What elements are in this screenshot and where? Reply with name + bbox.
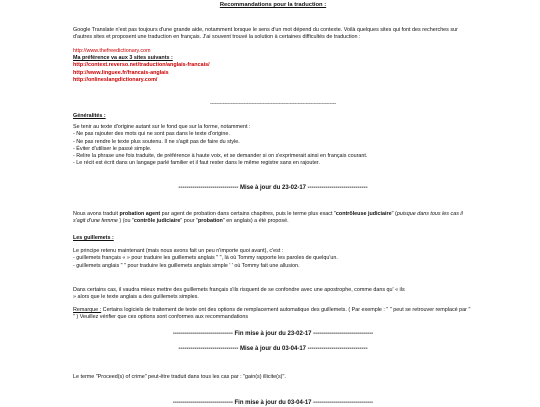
- link-reverso[interactable]: http://context.reverso.net/traduction/anglais-francais/: [73, 62, 210, 69]
- intro-link-list: [73, 48, 473, 84]
- update-header-23-02-17: ------------------------------ Mise à jour du 23-02-17 ------------------------------: [178, 185, 368, 191]
- term-probation: probation: [197, 218, 223, 225]
- probation-text: par agent de probation dans certains chapitres, puis le terme plus exact ": [160, 211, 336, 217]
- guillemets-paragraph-2: [73, 287, 473, 301]
- page-heading: Recommandations pour la traduction :: [219, 2, 327, 8]
- term-probation-agent: probation agent: [119, 211, 161, 217]
- separator-1: -------------------------------------------------------------------------------: [209, 101, 336, 107]
- guillemets-p2a: Dans certains cas, il vaudra mieux mettre des guillemets français s'ils risquent de se confondre avec une apostrophe, comme dans qu' « ils: [73, 287, 405, 293]
- end-update-23-02-17: ------------------------------ Fin mise à jour du 23-02-17 ------------------------------: [172, 331, 374, 337]
- remarque-label: Remarque :: [73, 307, 102, 313]
- intro-paragraph: Google Translate n'est pas toujours d'une grande aide, notamment lorsque le sens d'un mot dépend du contexte. Voilà quelques sites qui font des recherches sur d'autres sites et proposent une traduction en français. J'ai souvent trouvé la solution à certaines difficultés de traduction :: [73, 27, 458, 41]
- link-linguee[interactable]: http://www.linguee.fr/francais-anglais: [73, 69, 169, 76]
- remarque-text: Certains logiciels de traitement de texte ont des options de remplacement automatique des guillemets. ( Par exemple : " " peut se retrouver remplacé par " " ) Veuillez vérifier que ces options sont conformes aux recommandations: [73, 307, 471, 321]
- generalites-line: - Éviter d'utiliser le passé simple.: [73, 145, 152, 152]
- probation-italic: puisque dans tous les cas il s'agit d'une femme: [73, 211, 463, 225]
- term-controleuse: contrôleuse judiciaire: [335, 211, 392, 217]
- generalites-line: - Le récit est écrit dans un langage parlé familier et il faut rester dans le même registre sans en rajouter.: [73, 160, 320, 167]
- probation-text: " en anglais) a été proposé.: [222, 218, 289, 225]
- guillemets-title: Les guillemets :: [73, 235, 114, 241]
- probation-text: " (: [391, 211, 397, 217]
- proceed-paragraph: Le terme "Proceed(s) of crime" peut-être traduit dans tous les cas par : "gain(s) illicite(s)".: [73, 374, 286, 380]
- generalites-line: - Ne pas rendre le texte plus soutenu. Il ne s'agit pas de faire du style.: [73, 138, 240, 145]
- term-controle-judiciaire: contrôle judiciaire: [133, 218, 181, 225]
- generalites-title: Généralités :: [73, 113, 106, 119]
- link-thefreedictionary[interactable]: http://www.thefreedictionary.com: [73, 48, 151, 54]
- generalites-line: - Ne pas rajouter des mots qui ne sont pas dans le texte d'origine.: [73, 131, 230, 138]
- probation-text: ) (ou ": [117, 218, 134, 225]
- probation-paragraph: [73, 211, 473, 225]
- generalites-line: Se tenir au texte d'origine autant sur le fond que sur la forme, notamment :: [73, 124, 251, 131]
- guillemets-line: - guillemets français « » pour traduire les guillemets anglais " ", là où Tommy rapporte les paroles de quelqu'un.: [73, 255, 338, 262]
- probation-text: Nous avons traduit: [73, 211, 120, 217]
- guillemets-line: - guillemets anglais " " pour traduire les guillemets anglais simple ' ' où Tommy fait une allusion.: [73, 262, 300, 269]
- link-onlineslang[interactable]: http://onlineslangdictionary.com/: [73, 76, 158, 83]
- end-update-03-04-17: ------------------------------ Fin mise à jour du 03-04-17 ------------------------------: [172, 400, 374, 406]
- guillemets-p2b: » alors que le texte anglais a des guillemets simples.: [73, 294, 199, 301]
- generalites-section: [73, 113, 473, 167]
- remarque-paragraph: [73, 307, 473, 321]
- guillemets-line: Le principe retenu maintenant (mais nous avons fait un peu n'importe quoi avant), c'est :: [73, 248, 284, 255]
- probation-text: " pour ": [180, 218, 198, 225]
- update-header-03-04-17: ------------------------------ Mise à jour du 03-04-17 ------------------------------: [178, 346, 368, 352]
- generalites-line: - Relire la phrase une fois traduite, de préférence à haute voix, et se demander si on s'exprimerait ainsi en français courant.: [73, 153, 368, 160]
- preference-title: Ma préférence va aux 3 sites suivants :: [73, 55, 173, 62]
- guillemets-section: [73, 235, 473, 270]
